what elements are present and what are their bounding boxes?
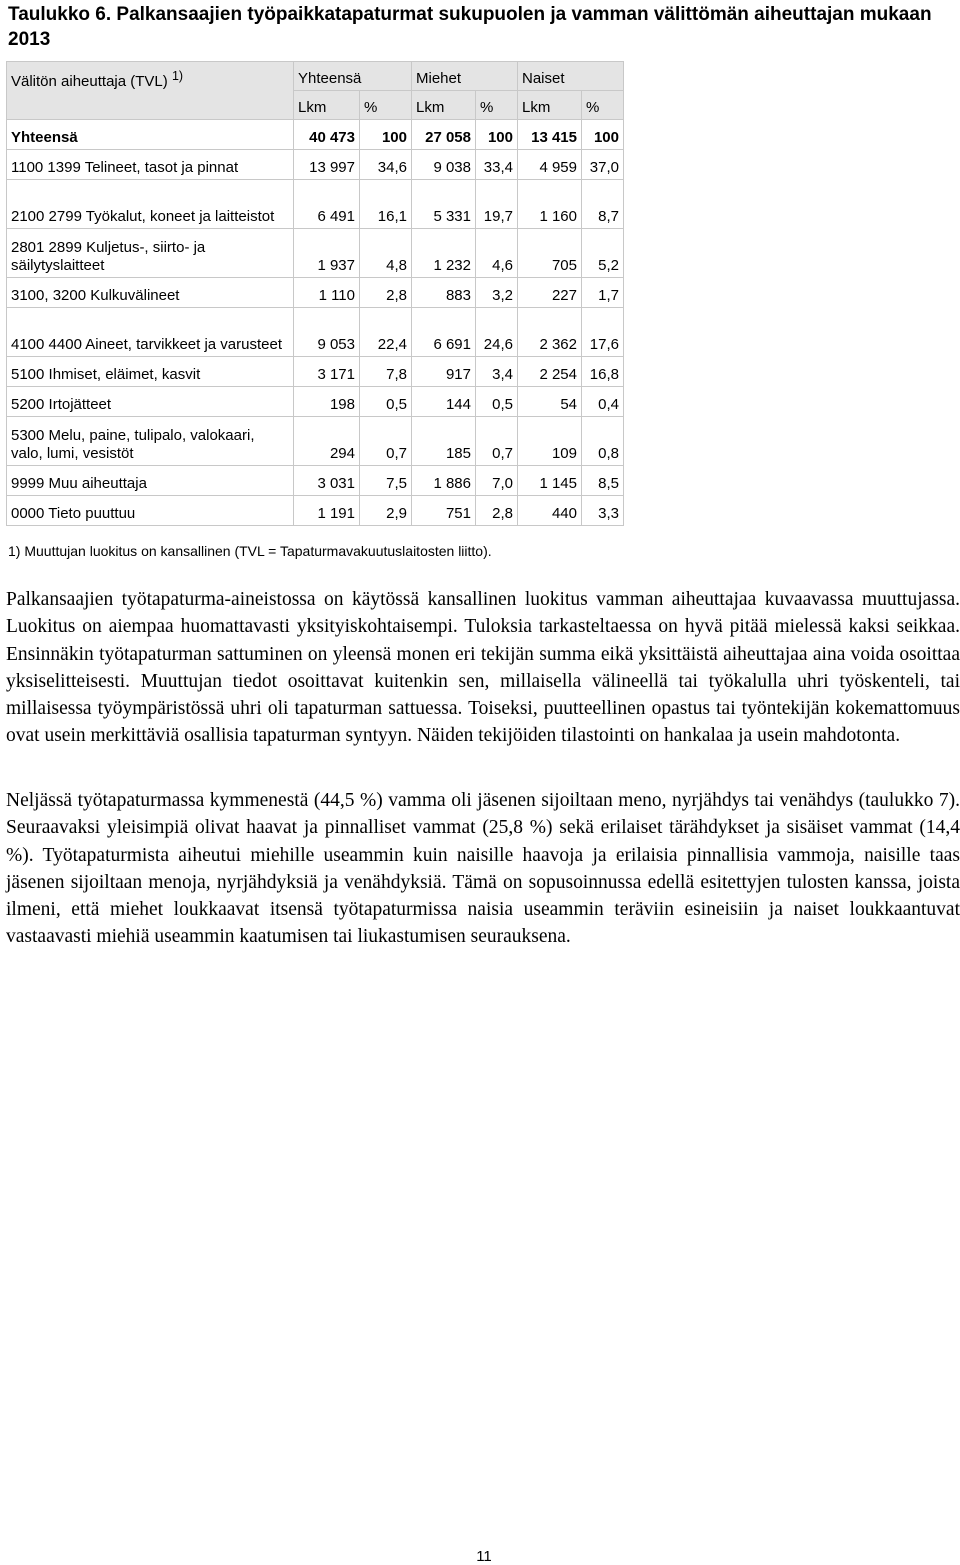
- cell-women-count: 13 415: [518, 120, 582, 150]
- cell-men-count: 185: [412, 417, 476, 466]
- cell-men-count: 883: [412, 278, 476, 308]
- subheader-count: Lkm: [294, 91, 360, 120]
- row-label: 5100 Ihmiset, eläimet, kasvit: [7, 357, 294, 387]
- cell-women-count: 440: [518, 496, 582, 526]
- cell-men-percent: 100: [476, 120, 518, 150]
- cell-total-percent: 7,8: [360, 357, 412, 387]
- cell-total-percent: 22,4: [360, 308, 412, 357]
- cell-total-count: 3 031: [294, 466, 360, 496]
- cell-women-count: 109: [518, 417, 582, 466]
- column-header-cause-text: Välitön aiheuttaja (TVL): [11, 73, 168, 90]
- table-footnote: 1) Muuttujan luokitus on kansallinen (TVL = Tapaturmavakuutuslaitosten liitto).: [8, 543, 492, 559]
- page-title: Taulukko 6. Palkansaajien työpaikkatapaturmat sukupuolen ja vamman välittömän aiheuttajan mukaan 2013: [8, 4, 932, 50]
- cell-men-count: 1 886: [412, 466, 476, 496]
- cell-total-count: 3 171: [294, 357, 360, 387]
- cell-women-count: 2 254: [518, 357, 582, 387]
- cell-total-count: 198: [294, 387, 360, 417]
- cell-men-percent: 7,0: [476, 466, 518, 496]
- cell-total-percent: 0,7: [360, 417, 412, 466]
- cell-men-percent: 19,7: [476, 180, 518, 229]
- cell-total-count: 1 937: [294, 229, 360, 278]
- cell-total-percent: 34,6: [360, 150, 412, 180]
- cell-men-percent: 3,2: [476, 278, 518, 308]
- cell-total-percent: 2,8: [360, 278, 412, 308]
- cell-men-percent: 0,5: [476, 387, 518, 417]
- cell-women-percent: 5,2: [582, 229, 624, 278]
- row-label: 2801 2899 Kuljetus-, siirto- ja säilytyslaitteet: [7, 229, 294, 278]
- table-row: [7, 150, 624, 180]
- cell-men-count: 1 232: [412, 229, 476, 278]
- cell-men-count: 27 058: [412, 120, 476, 150]
- row-label: Yhteensä: [7, 120, 294, 150]
- cell-total-count: 1 191: [294, 496, 360, 526]
- subheader-count: Lkm: [518, 91, 582, 120]
- table-row: [7, 357, 624, 387]
- table-row: [7, 417, 624, 466]
- cell-women-percent: 37,0: [582, 150, 624, 180]
- cell-men-percent: 4,6: [476, 229, 518, 278]
- table-row: [7, 308, 624, 357]
- row-label: 5300 Melu, paine, tulipalo, valokaari, valo, lumi, vesistöt: [7, 417, 294, 466]
- cell-women-percent: 1,7: [582, 278, 624, 308]
- cell-men-count: 751: [412, 496, 476, 526]
- cell-total-count: 9 053: [294, 308, 360, 357]
- body-paragraph: Neljässä työtapaturmassa kymmenestä (44,5 %) vamma oli jäsenen sijoiltaan meno, nyrjähdys tai venähdys (taulukko 7). Seuraavaksi yleisimpiä olivat haavat ja pinnalliset vammat (25,8 %) sekä erilaiset tärähdykset ja sisäiset vammat (14,4 %). Työtapaturmista aiheutui miehille useammin kuin naisille haavoja ja erilaisia pinnallisia vammoja, naisille taas jäsenen sijoiltaan menoja, nyrjähdyksiä ja venähdyksiä. Tämä on sopusoinnussa edellä esitettyjen tulosten kanssa, joista ilmeni, että miehet loukkaavat itsensä työtapaturmissa naisia useammin teräviin esineisiin ja naiset loukkaantuvat vastaavasti miehiä useammin kaatumisen tai liukastumisen seurauksena.: [6, 790, 960, 948]
- body-paragraph: Palkansaajien työtapaturma-aineistossa on käytössä kansallinen luokitus vamman aiheuttajaa kuvaavassa muuttujassa. Luokitus on aiempaa huomattavasti yksityiskohtaisempi. Tuloksia tarkasteltaessa on hyvä pitää mielessä kaksi seikkaa. Ensinnäkin työtapaturman sattuminen on yleensä monen eri tekijän summa eikä yksittäistä aiheuttajaa aina voida osoittaa yksiselitteisesti. Muuttujan tiedot osoittavat kuitenkin sen, millaisella välineellä tai työkalulla uhri työskenteli, tai millaisessa työympäristössä uhri oli tapaturman sattuessa. Toiseksi, puutteellinen opastus tai työntekijän kokemattomuus ovat usein merkittäviä osallisia tapaturman syntyyn. Näiden tekijöiden tilastointi on hankalaa ja usein mahdotonta.: [6, 589, 960, 747]
- cell-men-count: 917: [412, 357, 476, 387]
- cell-women-percent: 3,3: [582, 496, 624, 526]
- cell-total-percent: 100: [360, 120, 412, 150]
- subheader-count: Lkm: [412, 91, 476, 120]
- cell-total-percent: 0,5: [360, 387, 412, 417]
- row-label: 1100 1399 Telineet, tasot ja pinnat: [7, 150, 294, 180]
- table-header-row: [7, 62, 624, 91]
- cell-total-count: 6 491: [294, 180, 360, 229]
- cell-women-percent: 16,8: [582, 357, 624, 387]
- cell-total-percent: 16,1: [360, 180, 412, 229]
- cell-total-percent: 2,9: [360, 496, 412, 526]
- subheader-percent: %: [476, 91, 518, 120]
- cell-total-count: 1 110: [294, 278, 360, 308]
- cell-women-percent: 8,7: [582, 180, 624, 229]
- table-row: [7, 466, 624, 496]
- table-row-total: [7, 120, 624, 150]
- cell-women-count: 54: [518, 387, 582, 417]
- cell-women-percent: 8,5: [582, 466, 624, 496]
- table-row: [7, 387, 624, 417]
- row-label: 9999 Muu aiheuttaja: [7, 466, 294, 496]
- cell-total-count: 294: [294, 417, 360, 466]
- column-header-men: Miehet: [412, 62, 518, 91]
- row-label: 5200 Irtojätteet: [7, 387, 294, 417]
- cell-men-percent: 0,7: [476, 417, 518, 466]
- subheader-percent: %: [582, 91, 624, 120]
- cell-men-percent: 33,4: [476, 150, 518, 180]
- subheader-percent: %: [360, 91, 412, 120]
- cell-men-count: 144: [412, 387, 476, 417]
- column-header-cause: [7, 62, 294, 120]
- row-label: 3100, 3200 Kulkuvälineet: [7, 278, 294, 308]
- cell-men-count: 6 691: [412, 308, 476, 357]
- row-label: 0000 Tieto puuttuu: [7, 496, 294, 526]
- table-row: [7, 229, 624, 278]
- cell-women-percent: 0,4: [582, 387, 624, 417]
- cell-total-percent: 7,5: [360, 466, 412, 496]
- cell-women-count: 2 362: [518, 308, 582, 357]
- cell-total-count: 40 473: [294, 120, 360, 150]
- cell-men-count: 9 038: [412, 150, 476, 180]
- cell-women-count: 227: [518, 278, 582, 308]
- cell-women-percent: 100: [582, 120, 624, 150]
- cell-men-percent: 24,6: [476, 308, 518, 357]
- cell-total-count: 13 997: [294, 150, 360, 180]
- column-header-women: Naiset: [518, 62, 624, 91]
- cell-women-count: 1 160: [518, 180, 582, 229]
- table-row: [7, 496, 624, 526]
- table-row: [7, 180, 624, 229]
- footnote-marker: 1): [171, 69, 184, 83]
- cell-men-percent: 2,8: [476, 496, 518, 526]
- cell-women-count: 1 145: [518, 466, 582, 496]
- row-label: 4100 4400 Aineet, tarvikkeet ja varusteet: [7, 308, 294, 357]
- cell-women-percent: 0,8: [582, 417, 624, 466]
- cell-women-count: 705: [518, 229, 582, 278]
- cell-women-count: 4 959: [518, 150, 582, 180]
- row-label: 2100 2799 Työkalut, koneet ja laitteistot: [7, 180, 294, 229]
- column-header-total: Yhteensä: [294, 62, 412, 91]
- table-row: [7, 278, 624, 308]
- data-table: [6, 61, 624, 526]
- page-number: 11: [476, 1548, 492, 1565]
- cell-men-count: 5 331: [412, 180, 476, 229]
- cell-women-percent: 17,6: [582, 308, 624, 357]
- cell-total-percent: 4,8: [360, 229, 412, 278]
- cell-men-percent: 3,4: [476, 357, 518, 387]
